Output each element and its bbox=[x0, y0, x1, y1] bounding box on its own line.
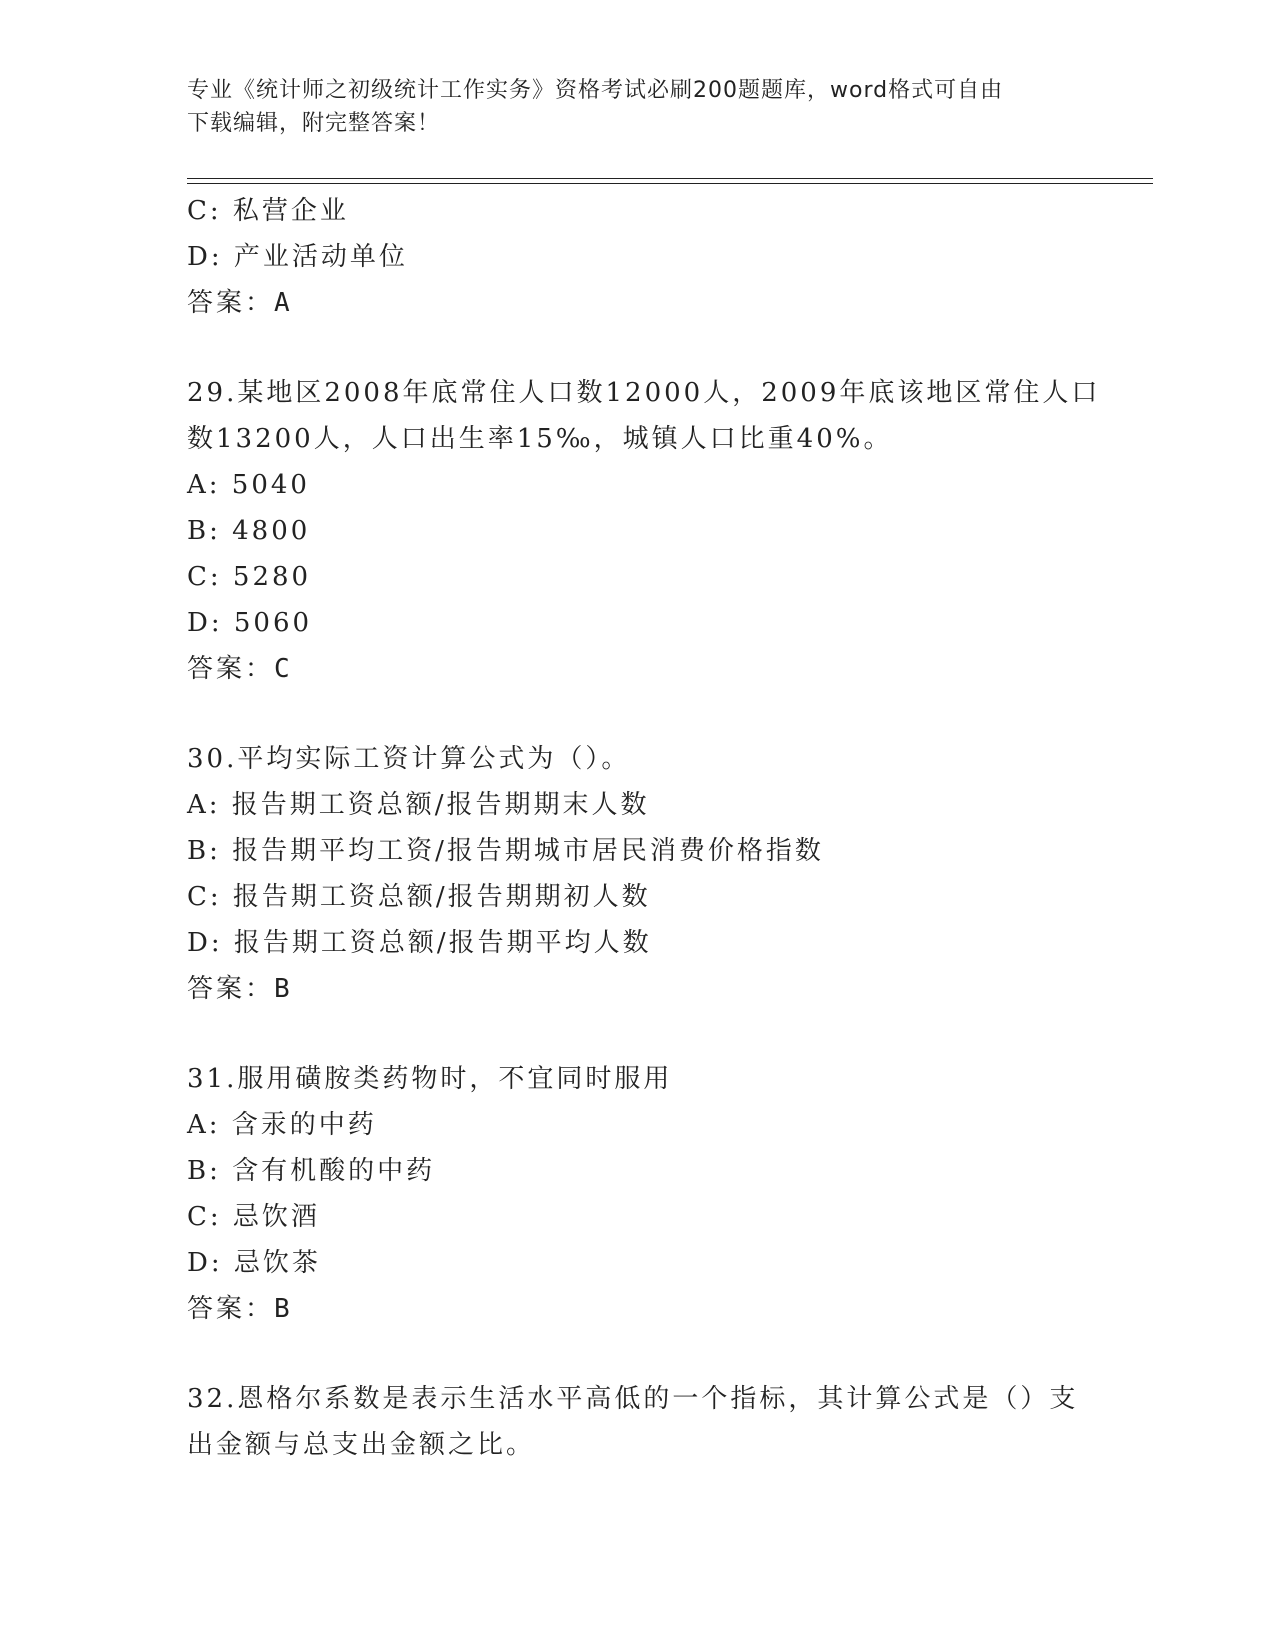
option-d: D: 产业活动单位 bbox=[187, 242, 408, 272]
answer-value: B bbox=[274, 974, 293, 1004]
header-rule-top bbox=[187, 178, 1153, 179]
option-c: C: 5280 bbox=[187, 562, 312, 592]
option-c: C: 忌饮酒 bbox=[187, 1202, 320, 1232]
question-stem-line-2: 出金额与总支出金额之比。 bbox=[187, 1430, 536, 1460]
answer-line bbox=[187, 280, 1087, 326]
answer-label: 答案： bbox=[187, 1294, 275, 1324]
answer-value: A bbox=[274, 288, 293, 318]
option-d: D: 忌饮茶 bbox=[187, 1248, 321, 1278]
answer-line bbox=[187, 966, 1087, 1012]
question-stem-line-1: 32.恩格尔系数是表示生活水平高低的一个指标，其计算公式是（）支 bbox=[187, 1384, 1079, 1414]
spacer bbox=[187, 692, 1087, 736]
option-c: C: 私营企业 bbox=[187, 196, 349, 226]
header-line-2: 下载编辑，附完整答案！ bbox=[187, 111, 441, 136]
option-b: B: 含有机酸的中药 bbox=[187, 1156, 436, 1186]
question-stem-line-1: 29.某地区2008年底常住人口数12000人，2009年底该地区常住人口 bbox=[187, 378, 1101, 408]
option-a: A: 报告期工资总额/报告期期末人数 bbox=[187, 790, 650, 820]
answer-label: 答案： bbox=[187, 974, 275, 1004]
spacer bbox=[187, 326, 1087, 370]
document-header bbox=[187, 74, 1067, 140]
header-rule-bottom bbox=[187, 183, 1153, 184]
question-28-tail bbox=[187, 188, 1087, 326]
answer-value: B bbox=[274, 1294, 293, 1324]
question-29 bbox=[187, 370, 1101, 692]
question-stem-line-1: 31.服用磺胺类药物时，不宜同时服用 bbox=[187, 1064, 673, 1094]
option-a: A: 含汞的中药 bbox=[187, 1110, 377, 1140]
answer-line bbox=[187, 646, 1087, 692]
document-body bbox=[187, 188, 1101, 1468]
question-30 bbox=[187, 736, 1087, 1012]
question-stem-line-1: 30.平均实际工资计算公式为（）。 bbox=[187, 744, 631, 774]
option-b: B: 报告期平均工资/报告期城市居民消费价格指数 bbox=[187, 836, 824, 866]
answer-label: 答案： bbox=[187, 288, 275, 318]
header-line-1: 专业《统计师之初级统计工作实务》资格考试必刷200题题库，word格式可自由 bbox=[187, 78, 1004, 103]
option-b: B: 4800 bbox=[187, 516, 311, 546]
question-stem-line-2: 数13200人，人口出生率15‰，城镇人口比重40%。 bbox=[187, 424, 893, 454]
spacer bbox=[187, 1012, 1087, 1056]
spacer bbox=[187, 1332, 1087, 1376]
option-d: D: 5060 bbox=[187, 608, 313, 638]
question-31 bbox=[187, 1056, 1087, 1332]
option-c: C: 报告期工资总额/报告期期初人数 bbox=[187, 882, 651, 912]
option-d: D: 报告期工资总额/报告期平均人数 bbox=[187, 928, 652, 958]
question-32 bbox=[187, 1376, 1087, 1468]
answer-label: 答案： bbox=[187, 654, 275, 684]
answer-line bbox=[187, 1286, 1087, 1332]
option-a: A: 5040 bbox=[187, 470, 310, 500]
answer-value: C bbox=[274, 654, 293, 684]
